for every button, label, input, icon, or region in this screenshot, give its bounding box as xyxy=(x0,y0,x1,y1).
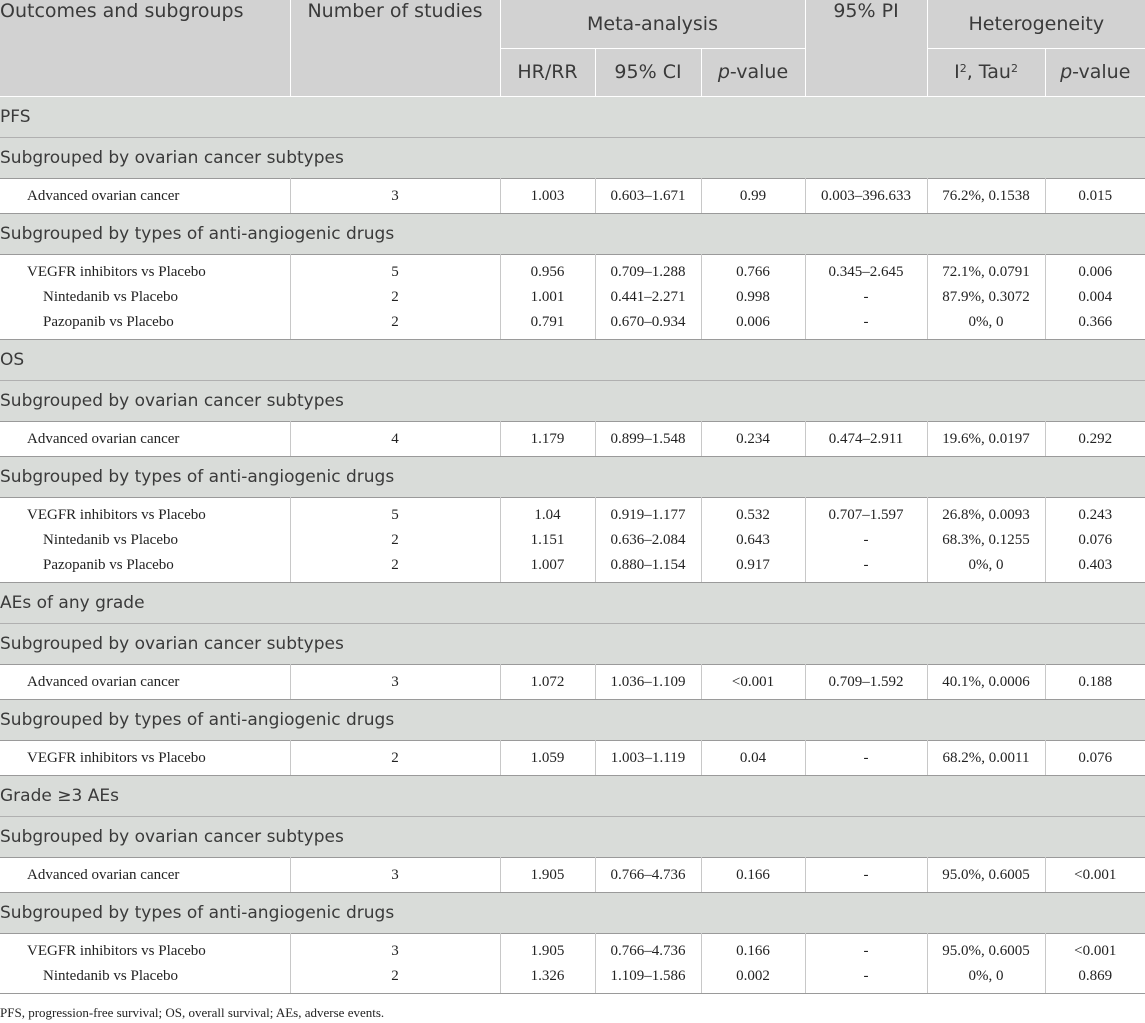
number-of-studies: 3 xyxy=(391,673,399,690)
hr-rr: 1.001 xyxy=(530,288,565,305)
hr-rr: 1.326 xyxy=(530,967,565,984)
header-het-p-value xyxy=(1045,48,1145,96)
number-of-studies: 2 xyxy=(391,531,399,548)
row-label: Pazopanib vs Placebo xyxy=(43,313,174,330)
i2-tau2: 26.8%, 0.0093 xyxy=(942,506,1030,523)
header-i-letter: I xyxy=(954,61,960,83)
header-p-suffix: -value xyxy=(729,61,789,83)
ci-95: 1.036–1.109 xyxy=(610,673,686,690)
number-of-studies: 2 xyxy=(391,556,399,573)
number-of-studies: 4 xyxy=(391,430,399,447)
i2-tau2: 68.3%, 0.1255 xyxy=(942,531,1030,548)
subgroup-header: Subgrouped by ovarian cancer subtypes xyxy=(0,816,1145,857)
pi-95: - xyxy=(863,556,869,573)
number-of-studies: 5 xyxy=(391,506,399,523)
pi-95: - xyxy=(863,531,869,548)
i2-tau2: 68.2%, 0.0011 xyxy=(942,749,1030,766)
ci-95-cell xyxy=(595,740,701,775)
ci-95-cell xyxy=(595,178,701,213)
number-of-studies: 2 xyxy=(391,313,399,330)
hr-rr-cell xyxy=(500,857,595,892)
i2-tau2-cell xyxy=(927,178,1045,213)
header-95-pi: 95% PI xyxy=(805,0,927,96)
ci-95: 0.880–1.154 xyxy=(610,556,686,573)
het-p-value: 0.403 xyxy=(1078,556,1113,573)
header-heterogeneity: Heterogeneity xyxy=(927,0,1145,48)
hr-rr: 1.059 xyxy=(530,749,565,766)
row-label-cell xyxy=(0,933,290,993)
row-label-cell xyxy=(0,254,290,339)
pi-95-cell xyxy=(805,664,927,699)
hr-rr-cell xyxy=(500,664,595,699)
hr-rr: 1.007 xyxy=(530,556,565,573)
hr-rr: 1.003 xyxy=(530,187,565,204)
het-p-value-cell xyxy=(1045,933,1145,993)
p-value: 0.998 xyxy=(736,288,770,305)
het-p-value: 0.243 xyxy=(1078,506,1113,523)
pi-95: - xyxy=(863,288,869,305)
hr-rr: 1.072 xyxy=(530,673,565,690)
data-row-group xyxy=(0,254,1145,339)
number-of-studies-cell xyxy=(290,857,500,892)
section-header: AEs of any grade xyxy=(0,582,1145,623)
header-meta-analysis: Meta-analysis xyxy=(500,0,805,48)
het-p-value-cell xyxy=(1045,421,1145,456)
ci-95: 0.709–1.288 xyxy=(610,263,686,280)
pi-95: - xyxy=(863,942,869,959)
subgroup-header: Subgrouped by types of anti-angiogenic drugs xyxy=(0,213,1145,254)
i2-tau2: 19.6%, 0.0197 xyxy=(942,430,1030,447)
pi-95-cell xyxy=(805,497,927,582)
number-of-studies: 3 xyxy=(391,866,399,883)
header-number-of-studies: Number of studies xyxy=(290,0,500,96)
ci-95: 0.441–2.271 xyxy=(610,288,686,305)
ci-95: 0.766–4.736 xyxy=(610,866,686,883)
p-value: 0.002 xyxy=(736,967,770,984)
subgroup-header: Subgrouped by types of anti-angiogenic drugs xyxy=(0,456,1145,497)
number-of-studies-cell xyxy=(290,178,500,213)
ci-95: 0.919–1.177 xyxy=(610,506,686,523)
row-label: VEGFR inhibitors vs Placebo xyxy=(27,506,206,523)
i2-tau2: 95.0%, 0.6005 xyxy=(942,866,1030,883)
i2-tau2: 95.0%, 0.6005 xyxy=(942,942,1030,959)
i2-tau2: 0%, 0 xyxy=(968,967,1004,984)
p-value: 0.04 xyxy=(739,749,767,766)
hr-rr-cell xyxy=(500,497,595,582)
hr-rr: 0.791 xyxy=(530,313,565,330)
number-of-studies-cell xyxy=(290,421,500,456)
i2-tau2: 0%, 0 xyxy=(968,556,1004,573)
subgroup-header: Subgrouped by types of anti-angiogenic drugs xyxy=(0,892,1145,933)
i2-tau2-cell xyxy=(927,497,1045,582)
i2-tau2-cell xyxy=(927,664,1045,699)
row-label-cell xyxy=(0,497,290,582)
p-value: 0.917 xyxy=(736,556,770,573)
number-of-studies: 2 xyxy=(391,749,399,766)
ci-95: 0.636–2.084 xyxy=(610,531,686,548)
header-het-p-suffix: -value xyxy=(1072,61,1131,83)
hr-rr: 0.956 xyxy=(530,263,565,280)
number-of-studies-cell xyxy=(290,497,500,582)
i2-tau2-cell xyxy=(927,421,1045,456)
p-value-cell xyxy=(701,740,805,775)
p-value: 0.99 xyxy=(739,187,767,204)
het-p-value-cell xyxy=(1045,497,1145,582)
ci-95-cell xyxy=(595,497,701,582)
hr-rr-cell xyxy=(500,933,595,993)
het-p-value-cell xyxy=(1045,857,1145,892)
subgroup-header: Subgrouped by ovarian cancer subtypes xyxy=(0,137,1145,178)
header-outcomes: Outcomes and subgroups xyxy=(0,0,290,96)
hr-rr-cell xyxy=(500,254,595,339)
ci-95-cell xyxy=(595,933,701,993)
number-of-studies: 2 xyxy=(391,288,399,305)
data-row-group xyxy=(0,933,1145,993)
row-label: Advanced ovarian cancer xyxy=(27,187,180,204)
header-tau-text: , Tau xyxy=(966,61,1011,83)
ci-95: 0.603–1.671 xyxy=(610,187,686,204)
subgroup-header: Subgrouped by ovarian cancer subtypes xyxy=(0,623,1145,664)
p-value: 0.006 xyxy=(736,313,770,330)
section-header: PFS xyxy=(0,96,1145,137)
p-value-cell xyxy=(701,254,805,339)
pi-95: 0.709–1.592 xyxy=(828,673,904,690)
het-p-value: 0.869 xyxy=(1078,967,1113,984)
het-p-value: 0.366 xyxy=(1078,313,1113,330)
p-value-cell xyxy=(701,421,805,456)
pi-95: - xyxy=(863,866,869,883)
p-value: 0.643 xyxy=(736,531,770,548)
data-row-group xyxy=(0,497,1145,582)
ci-95: 0.899–1.548 xyxy=(610,430,686,447)
row-label: VEGFR inhibitors vs Placebo xyxy=(27,942,206,959)
number-of-studies-cell xyxy=(290,664,500,699)
p-value-cell xyxy=(701,664,805,699)
data-row-group xyxy=(0,664,1145,699)
number-of-studies: 2 xyxy=(391,967,399,984)
het-p-value: 0.076 xyxy=(1078,531,1113,548)
subgroup-header: Subgrouped by ovarian cancer subtypes xyxy=(0,380,1145,421)
i2-tau2-cell xyxy=(927,254,1045,339)
number-of-studies-cell xyxy=(290,740,500,775)
i2-tau2: 87.9%, 0.3072 xyxy=(942,288,1030,305)
pi-95: 0.345–2.645 xyxy=(828,263,904,280)
header-hr-rr: HR/RR xyxy=(500,48,595,96)
ci-95-cell xyxy=(595,254,701,339)
hr-rr-cell xyxy=(500,740,595,775)
i2-tau2: 40.1%, 0.0006 xyxy=(942,673,1030,690)
hr-rr-cell xyxy=(500,178,595,213)
pi-95-cell xyxy=(805,857,927,892)
het-p-value: 0.004 xyxy=(1078,288,1113,305)
ci-95: 0.766–4.736 xyxy=(610,942,686,959)
section-header: OS xyxy=(0,339,1145,380)
row-label-cell xyxy=(0,664,290,699)
p-value: 0.166 xyxy=(736,866,770,883)
pi-95: - xyxy=(863,749,869,766)
row-label: Nintedanib vs Placebo xyxy=(43,967,178,984)
ci-95: 0.670–0.934 xyxy=(610,313,686,330)
pi-95: 0.003–396.633 xyxy=(821,187,912,204)
pi-95-cell xyxy=(805,178,927,213)
data-row-group xyxy=(0,740,1145,775)
het-p-value: <0.001 xyxy=(1074,866,1117,883)
row-label-cell xyxy=(0,421,290,456)
header-het-p-letter: p xyxy=(1060,61,1073,83)
header-p-value xyxy=(701,48,805,96)
p-value: <0.001 xyxy=(731,673,775,690)
row-label-cell xyxy=(0,740,290,775)
pi-95-cell xyxy=(805,933,927,993)
row-label: Nintedanib vs Placebo xyxy=(43,288,178,305)
het-p-value-cell xyxy=(1045,178,1145,213)
i2-tau2: 72.1%, 0.0791 xyxy=(942,263,1030,280)
row-label: VEGFR inhibitors vs Placebo xyxy=(27,749,206,766)
header-i-sup: 2 xyxy=(959,62,967,75)
p-value: 0.766 xyxy=(736,263,770,280)
p-value-cell xyxy=(701,497,805,582)
data-row-group xyxy=(0,178,1145,213)
ci-95: 1.003–1.119 xyxy=(610,749,686,766)
hr-rr: 1.04 xyxy=(534,506,561,523)
het-p-value: 0.188 xyxy=(1078,673,1113,690)
row-label-cell xyxy=(0,178,290,213)
pi-95-cell xyxy=(805,254,927,339)
pi-95: - xyxy=(863,313,869,330)
number-of-studies: 5 xyxy=(391,263,399,280)
number-of-studies-cell xyxy=(290,933,500,993)
i2-tau2-cell xyxy=(927,740,1045,775)
hr-rr: 1.905 xyxy=(530,942,565,959)
header-tau-sup: 2 xyxy=(1010,62,1018,75)
row-label: Advanced ovarian cancer xyxy=(27,673,180,690)
hr-rr: 1.179 xyxy=(530,430,565,447)
section-header: Grade ≥3 AEs xyxy=(0,775,1145,816)
number-of-studies-cell xyxy=(290,254,500,339)
het-p-value: 0.006 xyxy=(1078,263,1113,280)
pi-95: - xyxy=(863,967,869,984)
het-p-value: 0.292 xyxy=(1078,430,1113,447)
hr-rr: 1.151 xyxy=(530,531,565,548)
row-label: Pazopanib vs Placebo xyxy=(43,556,174,573)
het-p-value: 0.076 xyxy=(1078,749,1113,766)
p-value-cell xyxy=(701,857,805,892)
ci-95: 1.109–1.586 xyxy=(610,967,686,984)
p-value: 0.166 xyxy=(736,942,770,959)
row-label-cell xyxy=(0,857,290,892)
het-p-value: <0.001 xyxy=(1074,942,1117,959)
het-p-value-cell xyxy=(1045,254,1145,339)
data-row-group xyxy=(0,857,1145,892)
row-label: Advanced ovarian cancer xyxy=(27,430,180,447)
number-of-studies: 3 xyxy=(391,942,399,959)
row-label: Advanced ovarian cancer xyxy=(27,866,180,883)
footnote: PFS, progression-free survival; OS, overall survival; AEs, adverse events. xyxy=(0,1005,385,1020)
ci-95-cell xyxy=(595,857,701,892)
table-body xyxy=(0,96,1145,993)
hr-rr: 1.905 xyxy=(530,866,565,883)
het-p-value-cell xyxy=(1045,740,1145,775)
i2-tau2-cell xyxy=(927,933,1045,993)
ci-95-cell xyxy=(595,421,701,456)
data-row-group xyxy=(0,421,1145,456)
row-label: Nintedanib vs Placebo xyxy=(43,531,178,548)
pi-95: 0.707–1.597 xyxy=(828,506,904,523)
header-p-letter: p xyxy=(717,61,730,83)
i2-tau2: 0%, 0 xyxy=(968,313,1004,330)
pi-95-cell xyxy=(805,421,927,456)
hr-rr-cell xyxy=(500,421,595,456)
p-value-cell xyxy=(701,178,805,213)
p-value: 0.532 xyxy=(736,506,770,523)
het-p-value: 0.015 xyxy=(1078,187,1113,204)
i2-tau2-cell xyxy=(927,857,1045,892)
ci-95-cell xyxy=(595,664,701,699)
pi-95-cell xyxy=(805,740,927,775)
number-of-studies: 3 xyxy=(391,187,399,204)
p-value-cell xyxy=(701,933,805,993)
subgroup-header: Subgrouped by types of anti-angiogenic drugs xyxy=(0,699,1145,740)
pi-95: 0.474–2.911 xyxy=(828,430,904,447)
header-95-ci: 95% CI xyxy=(595,48,701,96)
row-label: VEGFR inhibitors vs Placebo xyxy=(27,263,206,280)
het-p-value-cell xyxy=(1045,664,1145,699)
p-value: 0.234 xyxy=(736,430,770,447)
header-i2-tau2 xyxy=(927,48,1045,96)
i2-tau2: 76.2%, 0.1538 xyxy=(942,187,1030,204)
